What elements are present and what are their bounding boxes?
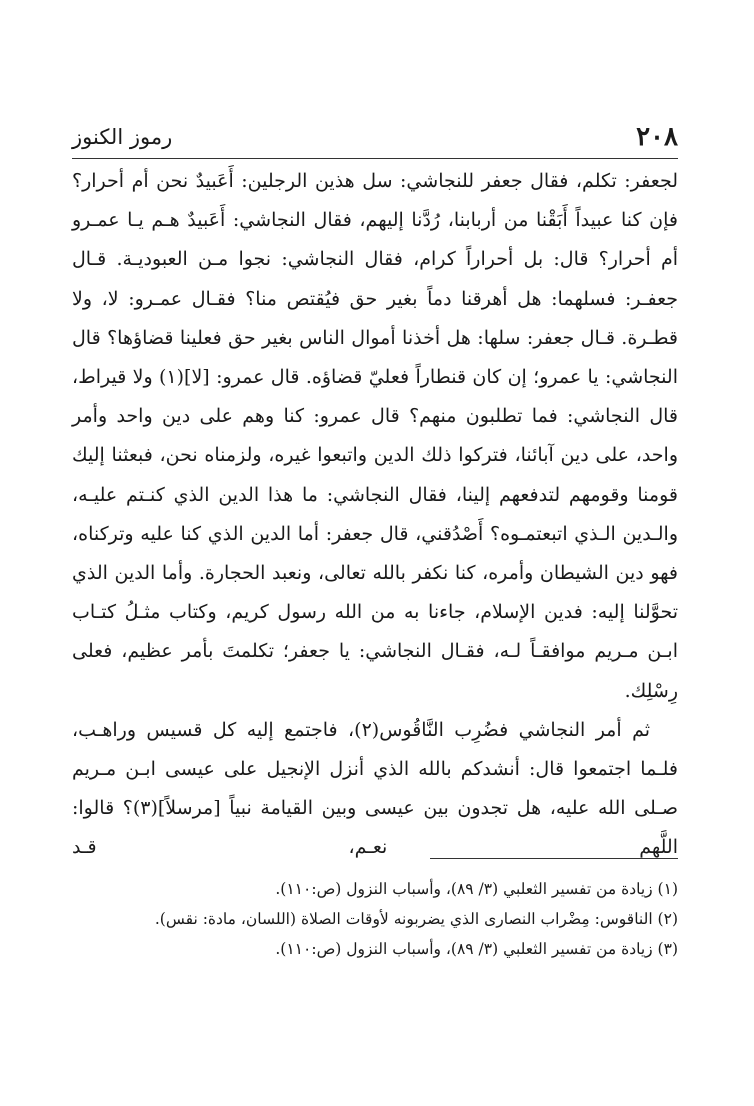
page-number: ٢٠٨ — [636, 122, 678, 152]
paragraph: ثم أمر النجاشي فضُرِب النَّاقُوس(٢)، فاجتمع إليه كل قسيس وراهـب، فلـما اجتمعوا قال: أنشدكم بالله الذي أنزل الإنجيل على عيسى ابـن مـريم صـلى الله عليه، هل تجدون بين عيسى وبين القيامة نبياً [مرسلاً](٣)؟ قالوا: اللَّهم نعـم، قـد — [72, 718, 678, 859]
header-rule — [72, 158, 678, 159]
footnotes — [72, 874, 678, 964]
paragraph: لجعفر: تكلم، فقال جعفر للنجاشي: سل هذين الرجلين: أَعَبيدٌ نحن أم أحرار؟ فإن كنا عبيداً أَبَقْنا من أربابنا، رُدَّنا إليهم، فقال النجاشي: أَعَبيدٌ هـم يـا عمـرو أم أحرار؟ قال: بل أحراراً كرام، فقال النجاشي: نجوا مـن العبوديـة. قـال جعفـر: فسلهما: هل أهرقنا دماً بغير حق فيُقتص منا؟ فقـال عمـرو: لا، ولا قطـرة. قـال جعفر: سلها: هل أخذنا أموال الناس بغير حق فعلينا قضاؤها؟ قال النجاشي: يا عمرو؛ إن كان قنطاراً فعليّ قضاؤه. قال عمرو: [لا](١) ولا قيراط، قال النجاشي: فما تطلبون منهم؟ قال عمرو: كنا وهم على دين واحد وأمر واحد، على دين آبائنا، فتركوا ذلك الدين واتبعوا غيره، ولزمناه نحن، فبعثنا إليك قومنا وقومهم لتدفعهم إلينا، فقال النجاشي: ما هذا الدين الذي كنـتم عليـه، والـدين الـذي اتبعتمـوه؟ أَصْدُقني، قال جعفر: أما الدين الذي كنا عليه وتركناه، فهو دين الشيطان وأمره، كنا نكفر بالله تعالى، ونعبد الحجارة. وأما الدين الذي تحوَّلنا إليه: فدين الإسلام، جاءنا به من الله رسول كريم، وكتاب مثـلُ كتـاب ابـن مـريم موافقـاً لـه، فقـال النجاشي: يا جعفر؛ تكلمتَ بأمر عظيم، فعلى رِسْلِك. — [72, 170, 678, 702]
footnote-rule — [430, 858, 678, 859]
footnote: (١) زيادة من تفسير الثعلبي (٣/ ٨٩)، وأسباب النزول (ص:١١٠). — [275, 880, 678, 898]
footnote: (٢) الناقوس: مِضْراب النصارى الذي يضربونه لأوقات الصلاة (اللسان، مادة: نقس). — [154, 910, 678, 928]
running-title: رموز الكنوز — [72, 125, 173, 149]
page-header — [72, 120, 678, 154]
footnote: (٣) زيادة من تفسير الثعلبي (٣/ ٨٩)، وأسباب النزول (ص:١١٠). — [275, 940, 678, 958]
main-text — [72, 162, 678, 868]
